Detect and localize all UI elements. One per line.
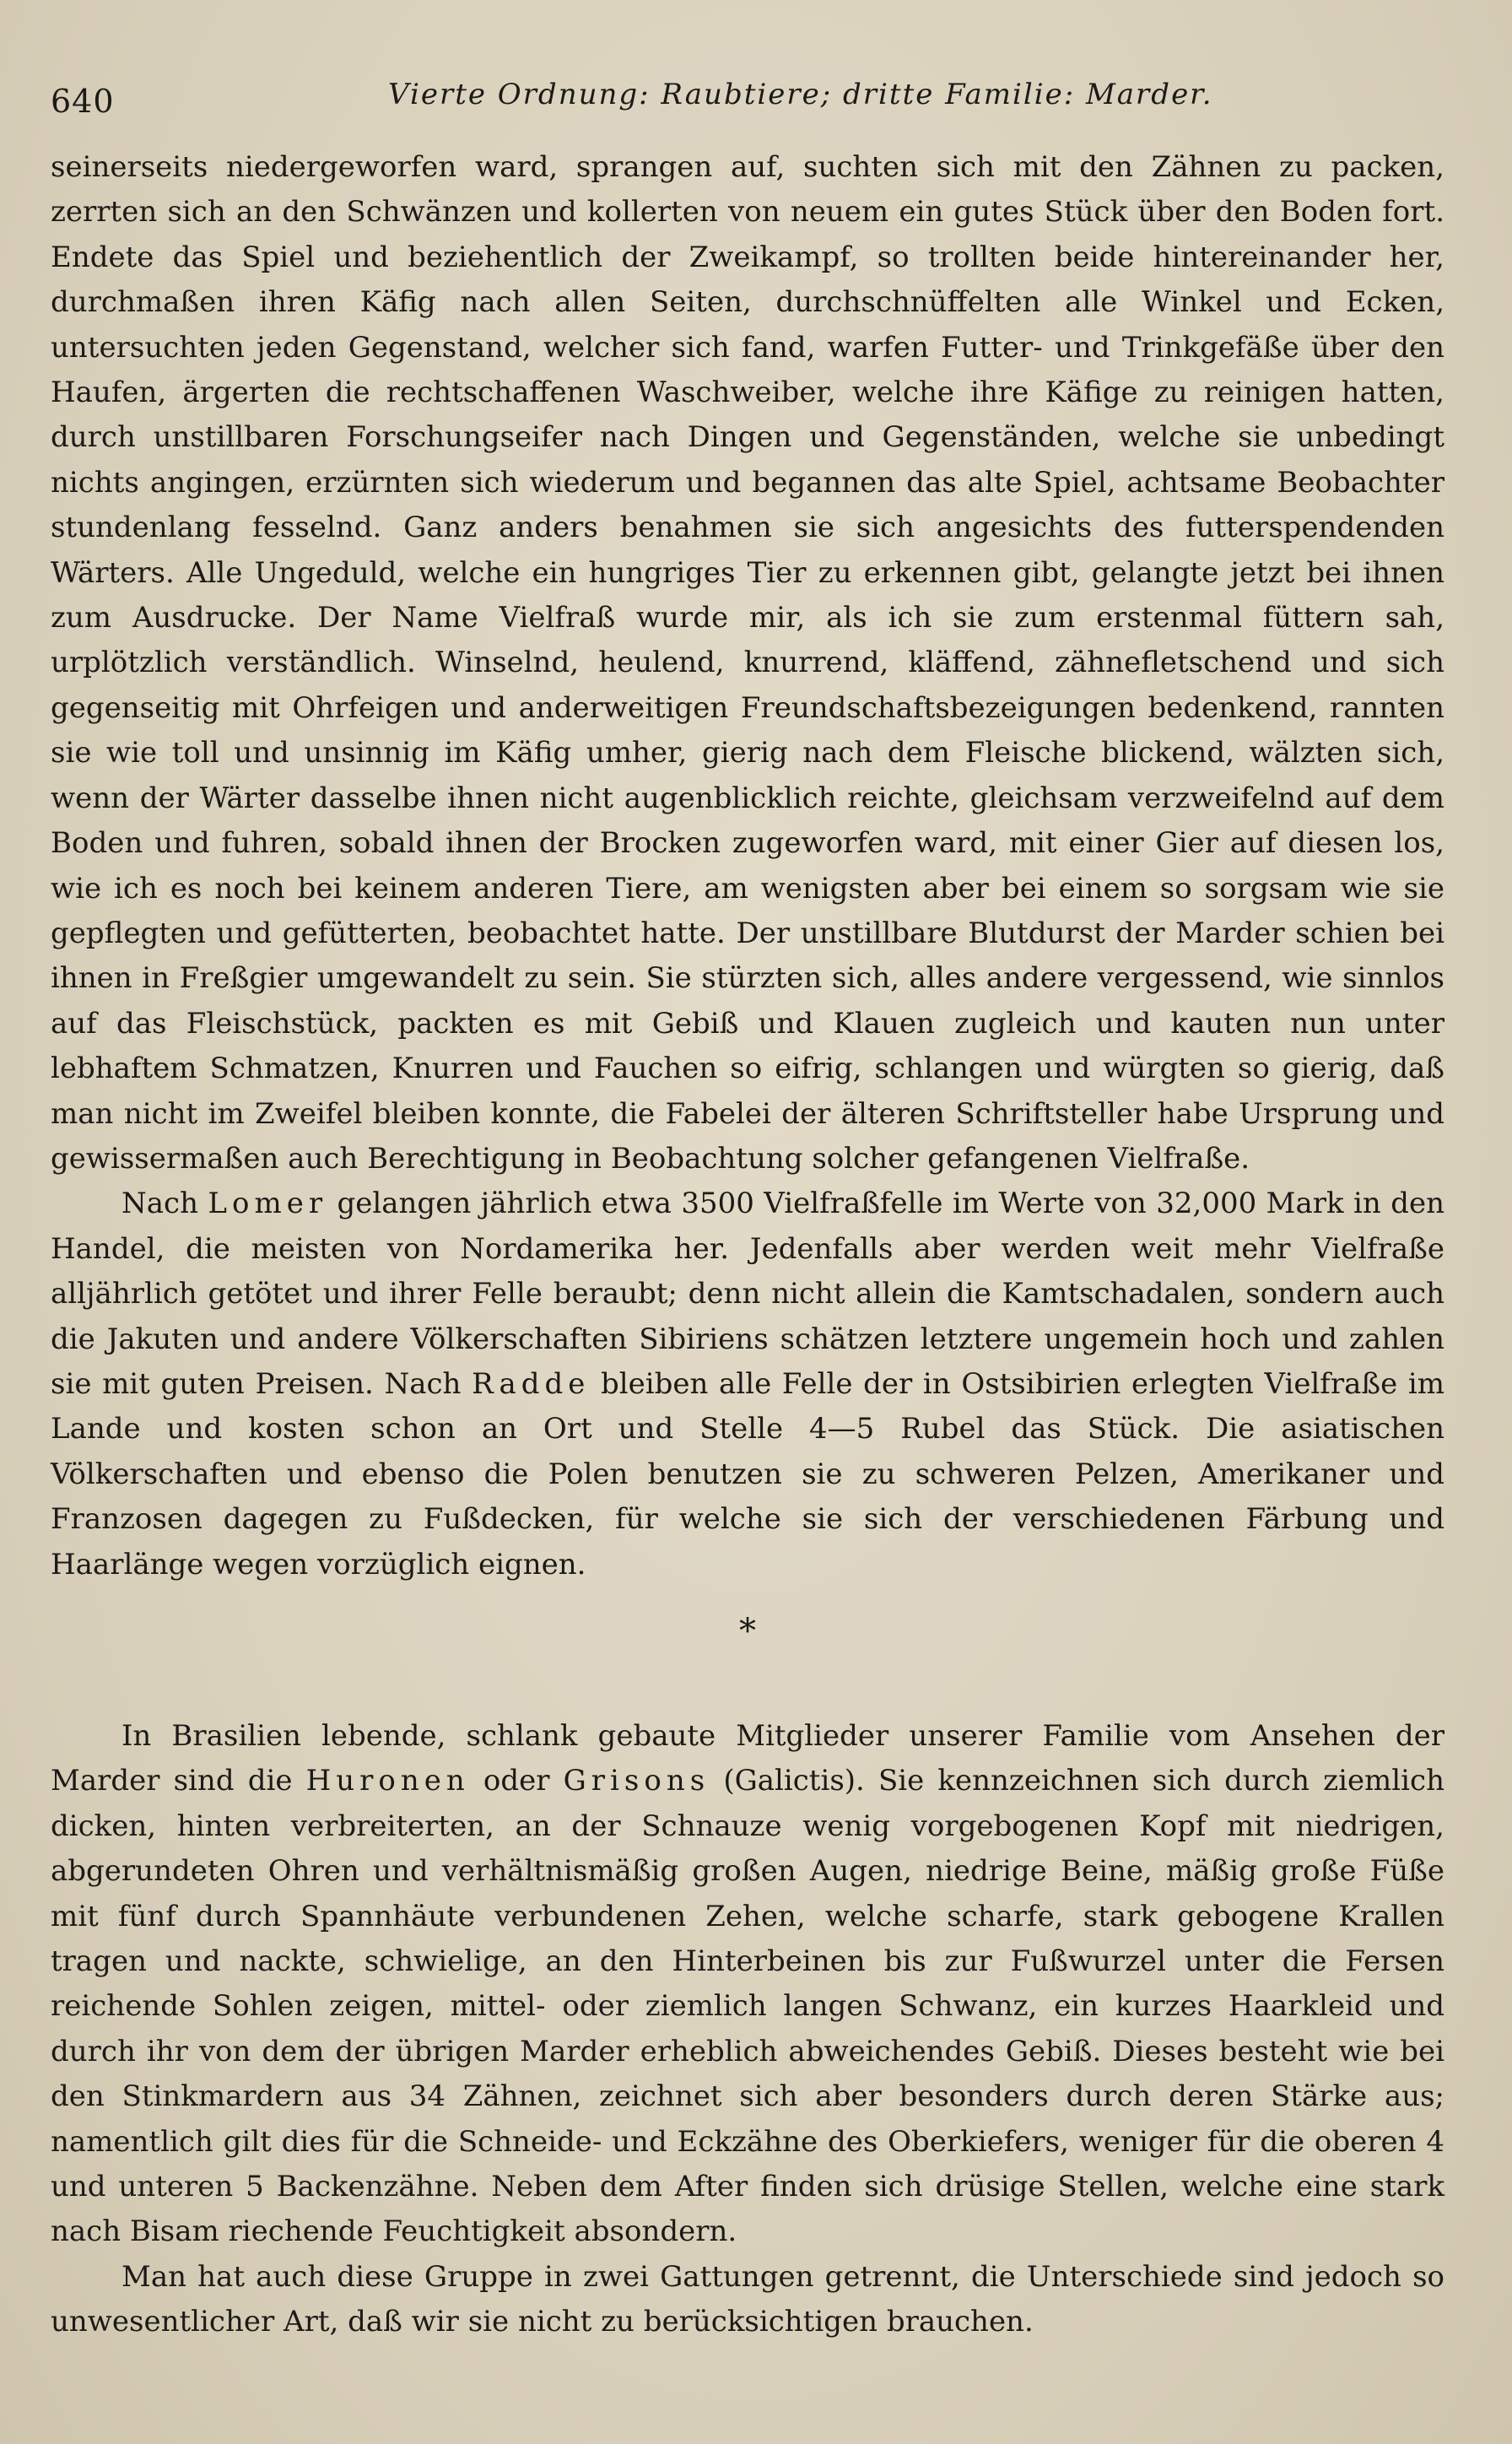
running-head: Vierte Ordnung: Raubtiere; dritte Familie: Marder. <box>388 78 1213 111</box>
paragraph-3-text-middle: oder <box>469 1764 564 1798</box>
paragraph-3-text-end: (Galictis). Sie kennzeichnen sich durch ziemlich dicken, hinten verbreiterten, an der Schnauze wenig vorgebogenen Kopf mit niedrigen, abgerundeten Ohren und verhältnismäßig großen Augen, niedrige Beine, mäßig große Füße mit fünf durch Spannhäute verbundenen Zehen, welche scharfe, stark gebogene Krallen tragen und nackte, schwielige, an den Hinterbeinen bis zur Fußwurzel unter die Fersen reichende Sohlen zeigen, mittel- oder ziemlich langen Schwanz, ein kurzes Haarkleid und durch ihr von dem der übrigen Marder erheblich abweichendes Gebiß. Dieses besteht wie bei den Stinkmardern aus 34 Zähnen, zeichnet sich aber besonders durch deren Stärke aus; namentlich gilt dies für die Schneide- und Eckzähne des Oberkiefers, weniger für die oberen 4 und unteren 5 Backenzähne. Neben dem After finden sich drüsige Stellen, welche eine stark nach Bisam riechende Feuchtigkeit absondern. <box>51 1764 1444 2249</box>
page-header <box>51 78 1444 128</box>
author-name-lomer: Lomer <box>208 1187 328 1221</box>
paragraph-2-text-middle: gelangen jährlich etwa 3500 Vielfraßfelle im Werte von 32,000 Mark in den Handel, die meisten von Nordamerika her. Jedenfalls aber werden weit mehr Vielfraße alljährlich getötet und ihrer Felle beraubt; denn nicht allein die Kamtschadalen, sondern auch die Jakuten und andere Völkerschaften Sibiriens schätzen letztere ungemein hoch und zahlen sie mit guten Preisen. Nach <box>51 1187 1445 1401</box>
term-grisons: Grisons <box>563 1764 710 1798</box>
paragraph-2-text-end: bleiben alle Felle der in Ostsibirien erlegten Vielfraße im Lande und kosten schon an Ort und Stelle 4—5 Rubel das Stück. Die asiatischen Völkerschaften und ebenso die Polen benutzen sie zu schweren Pelzen, Amerikaner und Franzosen dagegen zu Fußdecken, für welche sie sich der verschiedenen Färbung und Haarlänge wegen vorzüglich eignen. <box>51 1366 1444 1582</box>
paragraph-2 <box>51 1181 1444 1587</box>
paragraph-4 <box>51 2255 1444 2345</box>
paragraph-4-text: Man hat auch diese Gruppe in zwei Gattungen getrennt, die Unterschiede sind jedoch so unwesentlicher Art, daß wir sie nicht zu berücksichtigen brauchen. <box>51 2259 1444 2339</box>
body-text <box>51 145 1444 2345</box>
term-huronen: Huronen <box>305 1764 470 1798</box>
paragraph-1 <box>51 145 1444 1181</box>
paragraph-2-text-start: Nach <box>122 1187 208 1221</box>
author-name-radde: Radde <box>472 1366 591 1401</box>
paragraph-1-text: seinerseits niedergeworfen ward, sprangen auf, suchten sich mit den Zähnen zu packen, zerrten sich an den Schwänzen und kollerten von neuem ein gutes Stück über den Boden fort. Endete das Spiel und beziehentlich der Zweikampf, so trollten beide hintereinander her, durchmaßen ihren Käfig nach allen Seiten, durchschnüffelten alle Winkel und Ecken, untersuchten jeden Gegenstand, welcher sich fand, warfen Futter- und Trinkgefäße über den Haufen, ärgerten die rechtschaffenen Waschweiber, welche ihre Käfige zu reinigen hatten, durch unstillbaren Forschungseifer nach Dingen und Gegenständen, welche sie unbedingt nichts angingen, erzürnten sich wiederum und begannen das alte Spiel, achtsame Beobachter stundenlang fesselnd. Ganz anders benahmen sie sich angesichts des futterspendenden Wärters. Alle Ungeduld, welche ein hungriges Tier zu erkennen gibt, gelangte jetzt bei ihnen zum Ausdrucke. Der Name Vielfraß wurde mir, als ich sie zum erstenmal füttern sah, urplötzlich verständlich. Winselnd, heulend, knurrend, kläffend, zähnefletschend und sich gegenseitig mit Ohrfeigen und anderweitigen Freundschaftsbezeigungen bedenkend, rannten sie wie toll und unsinnig im Käfig umher, gierig nach dem Fleische blickend, wälzten sich, wenn der Wärter dasselbe ihnen nicht augenblicklich reichte, gleichsam verzweifelnd auf dem Boden und fuhren, sobald ihnen der Brocken zugeworfen ward, mit einer Gier auf diesen los, wie ich es noch bei keinem anderen Tiere, am wenigsten aber bei einem so sorgsam wie sie gepflegten und gefütterten, beobachtet hatte. Der unstillbare Blutdurst der Marder schien bei ihnen in Freßgier umgewandelt zu sein. Sie stürzten sich, alles andere vergessend, wie sinnlos auf das Fleischstück, packten es mit Gebiß und Klauen zugleich und kauten nun unter lebhaftem Schmatzen, Knurren und Fauchen so eifrig, schlangen und würgten so gierig, daß man nicht im Zweifel bleiben konnte, die Fabelei der älteren Schriftsteller habe Ursprung und gewissermaßen auch Berechtigung in Beobachtung solcher gefangenen Vielfraße. <box>51 150 1444 1176</box>
paragraph-3 <box>51 1714 1444 2255</box>
page-number: 640 <box>51 83 115 120</box>
section-separator: * <box>739 1612 756 1651</box>
book-page <box>51 0 1444 2444</box>
paragraph-3-text-start: In Brasilien lebende, schlank gebaute Mitglieder unserer Familie vom Ansehen der Marder sind die <box>51 1719 1444 1798</box>
